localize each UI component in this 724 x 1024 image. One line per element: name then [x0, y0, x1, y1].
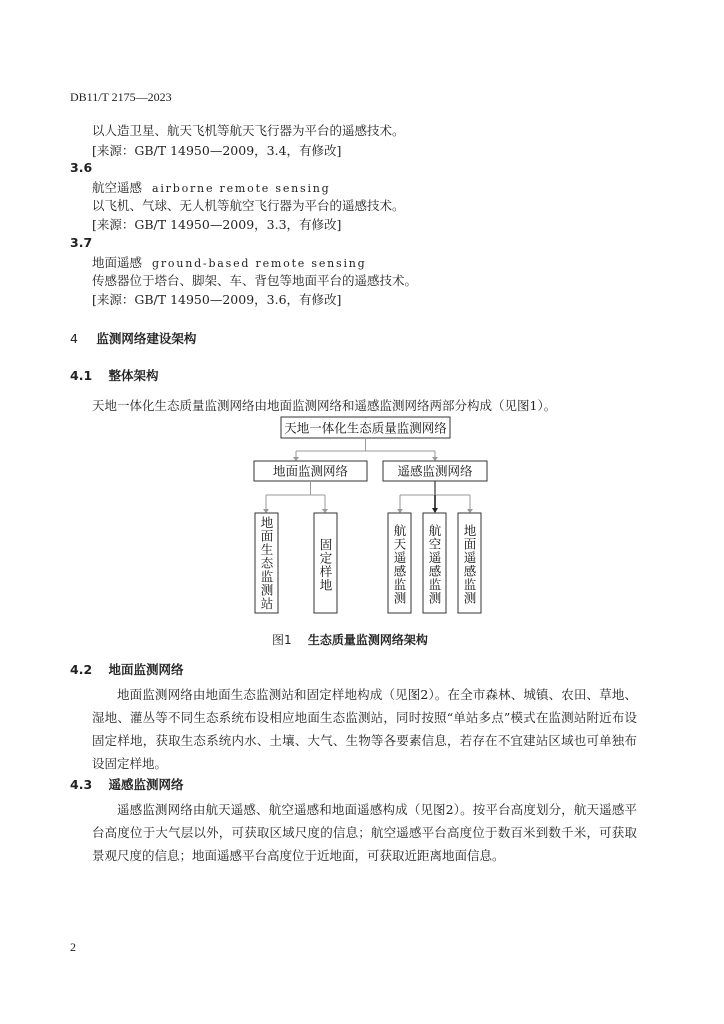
paragraph-4-1: 天地一体化生态质量监测网络由地面监测网络和遥感监测网络两部分构成（见图1）。 — [92, 398, 557, 413]
section-number: 4.2 — [70, 662, 93, 677]
section-heading-4-1 — [70, 366, 159, 384]
page-number: 2 — [70, 940, 76, 954]
term-3-6 — [92, 178, 331, 196]
section-number: 4.1 — [70, 368, 93, 383]
section-heading-4 — [70, 329, 196, 347]
source-3-6: [来源：GB/T 14950—2009，3.3，有修改] — [92, 217, 342, 232]
section-title: 监测网络建设架构 — [96, 331, 197, 346]
caption-number: 图1 — [272, 633, 292, 647]
definition-3-6: 以飞机、气球、无人机等航空飞行器为平台的遥感技术。 — [92, 198, 405, 213]
remote-network-label: 遥感监测网络 — [397, 463, 473, 479]
section-title: 整体架构 — [108, 368, 159, 383]
source-3-7: [来源：GB/T 14950—2009，3.6，有修改] — [92, 292, 342, 307]
ground-network-label: 地面监测网络 — [272, 463, 349, 479]
section-title: 地面监测网络 — [108, 662, 184, 677]
leaf-label-ground-based: 地面遥感监测 — [462, 524, 477, 605]
term-en: airborne remote sensing — [152, 182, 331, 195]
leaf-label-spaceborne: 航天遥感监测 — [392, 524, 407, 605]
section-number: 4 — [70, 331, 78, 346]
section-number: 4.3 — [70, 777, 93, 792]
section-heading-4-3 — [70, 775, 184, 793]
paragraph-4-2: 地面监测网络由地面生态监测站和固定样地构成（见图2）。在全市森林、城镇、农田、草地、湿地、灌丛等不同生态系统布设相应地面生态监测站，同时按照“单站多点”模式在监测站附近布设固定样地，获取生态系统内水、土壤、大气、生物等各要素信息，若存在不宜建站区域也可单独布设固定样地。 — [92, 687, 637, 771]
clause-number-3-6: 3.6 — [70, 160, 93, 175]
source-3-5: [来源：GB/T 14950—2009，3.4，有修改] — [92, 143, 342, 158]
paragraph-4-3: 遥感监测网络由航天遥感、航空遥感和地面遥感构成（见图2）。按平台高度划分，航天遥感平台高度位于大气层以外，可获取区域尺度的信息；航空遥感平台高度位于数百米到数千米，可获取景观尺度的信息；地面遥感平台高度位于近地面，可获取近距离地面信息。 — [92, 802, 637, 863]
definition-3-7: 传感器位于塔台、脚架、车、背包等地面平台的遥感技术。 — [92, 273, 418, 288]
section-title: 遥感监测网络 — [108, 777, 184, 792]
caption-title: 生态质量监测网络架构 — [307, 633, 428, 647]
term-zh: 航空遥感 — [92, 180, 143, 195]
section-heading-4-2 — [70, 660, 184, 678]
leaf-label-ground-station: 地面生态监测站 — [259, 516, 274, 611]
term-zh: 地面遥感 — [92, 255, 143, 270]
figure-caption — [272, 631, 428, 648]
clause-number-3-7: 3.7 — [70, 235, 93, 250]
term-3-7 — [92, 253, 367, 271]
term-en: ground-based remote sensing — [152, 257, 367, 270]
definition-3-5: 以人造卫星、航天飞机等航天飞行器为平台的遥感技术。 — [92, 123, 405, 138]
network-architecture-figure — [0, 413, 724, 643]
leaf-label-airborne: 航空遥感监测 — [427, 524, 442, 605]
root-label: 天地一体化生态质量监测网络 — [284, 420, 447, 436]
leaf-label-fixed-plot: 固定样地 — [318, 538, 333, 592]
document-code-header: DB11/T 2175—2023 — [70, 90, 172, 104]
